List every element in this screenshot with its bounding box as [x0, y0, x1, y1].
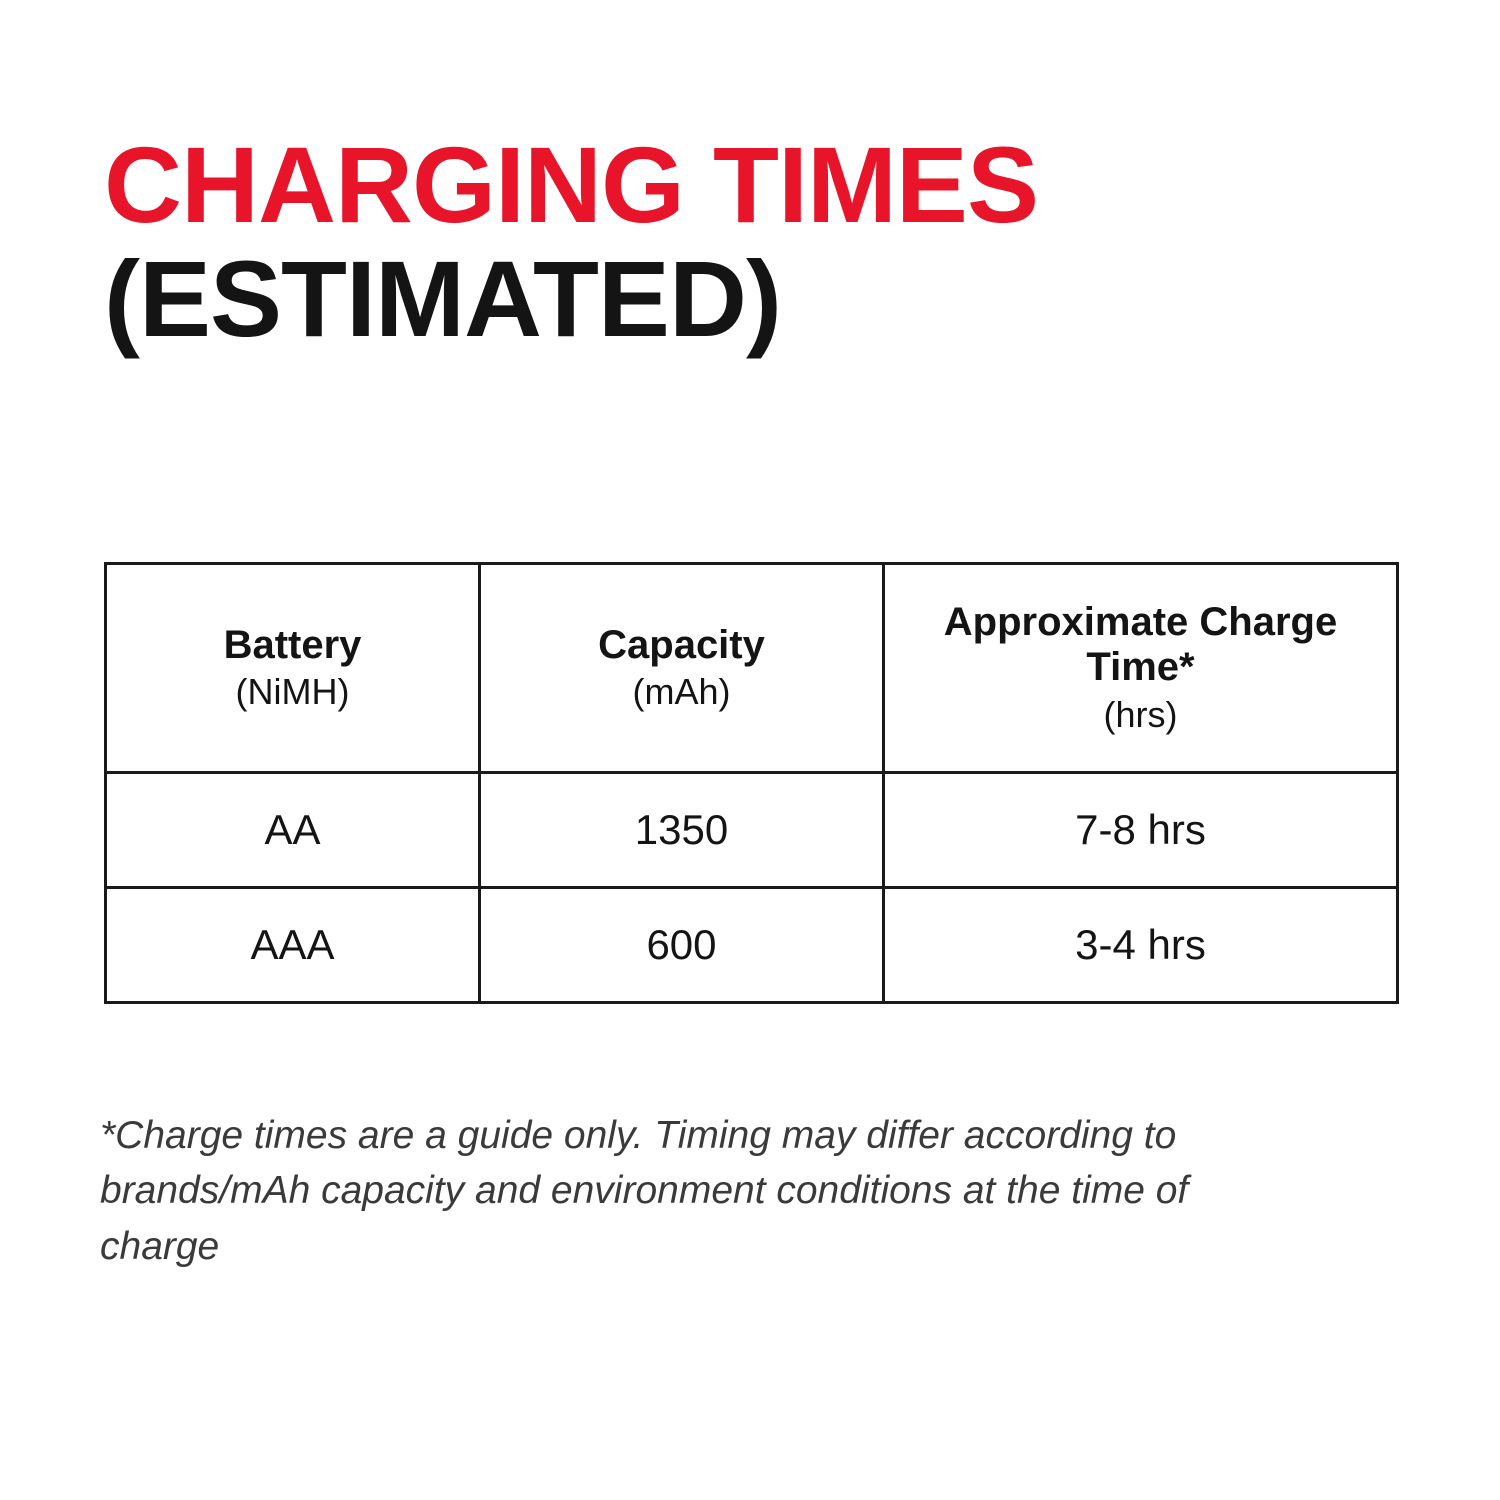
- cell-charge-time: 3-4 hrs: [884, 888, 1398, 1003]
- column-header-battery-main: Battery: [223, 622, 362, 667]
- table-header-row: [106, 564, 1398, 773]
- charging-times-table: [104, 562, 1399, 1004]
- cell-battery: AA: [106, 773, 480, 888]
- cell-battery: AAA: [106, 888, 480, 1003]
- column-header-capacity: [480, 564, 884, 773]
- title-primary: CHARGING TIMES: [104, 124, 1039, 245]
- column-header-capacity-sub: (mAh): [632, 671, 731, 713]
- column-header-charge-time-main: Approximate Charge Time*: [943, 599, 1338, 690]
- page-title: [104, 124, 1404, 360]
- cell-capacity: 1350: [480, 773, 884, 888]
- table-row: [106, 888, 1398, 1003]
- title-secondary: (ESTIMATED): [104, 238, 781, 360]
- column-header-charge-time-sub: (hrs): [1103, 694, 1178, 735]
- column-header-capacity-main: Capacity: [598, 622, 765, 667]
- column-header-battery-sub: (NiMH): [235, 671, 350, 713]
- footnote-text: *Charge times are a guide only. Timing may differ according to brands/mAh capacity and environment conditions at the time of charge: [100, 1114, 1189, 1268]
- cell-capacity: 600: [480, 888, 884, 1003]
- table-row: [106, 773, 1398, 888]
- column-header-charge-time: [884, 564, 1398, 773]
- cell-charge-time: 7-8 hrs: [884, 773, 1398, 888]
- column-header-battery: [106, 564, 480, 773]
